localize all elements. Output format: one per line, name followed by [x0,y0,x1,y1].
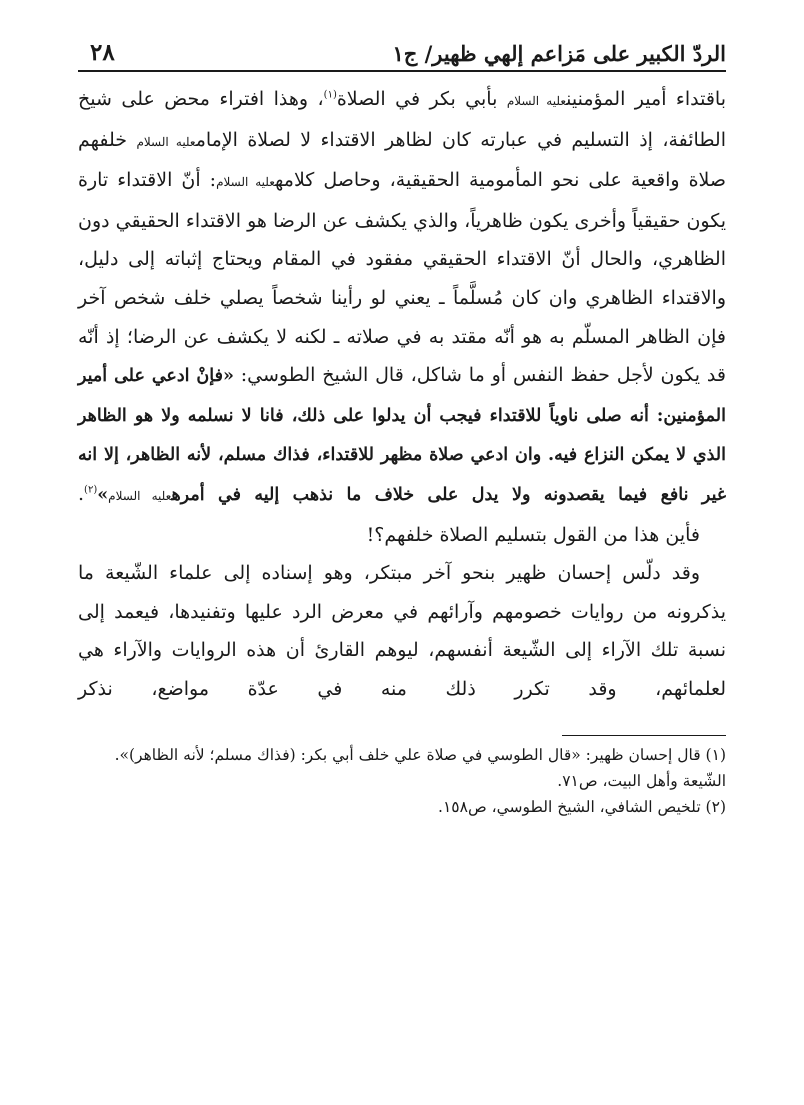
footnote-2: (٢) تلخيص الشافي، الشيخ الطوسي، ص١٥٨. [438,797,726,816]
text-run: خلفهم صلاة واقعية على نحو المأمومية الحقيقية، وحاصل كلامه [78,128,727,192]
text-run: باقتداء أمير المؤمنين [566,88,726,110]
page-number: ٢٨ [90,39,115,66]
honorific-glyph: عليه السلام [136,134,196,149]
text-run: . [78,482,85,505]
document-page [78,22,726,820]
honorific-glyph: عليه السلام [108,488,172,503]
footnote-1: (١) قال إحسان ظهير: «قال الطوسي في صلاة علي خلف أبي بكر: (فذاك مسلم؛ لأنه الظاهر)». [114,745,726,764]
footnote-1-source: الشّيعة وأهل البيت، ص٧١. [557,771,726,790]
running-title: الردّ الكبير على مَزاعم إلهي ظهير/ ج١ [392,41,726,66]
main-text [78,80,726,709]
paragraph-argument [78,80,726,516]
tusi-quote: «فإنْ ادعي على أمير المؤمنين: أنه صلى ناوياً للاقتداء فيجب أن يدلوا على ذلك، فانا لا نسلمه ولا هو الظاهر الذي لا يمكن النزاع فيه. وان ادعي صلاة مظهر للاقتداء، فذاك مسلم، لأنه الظاهر، إلا انه غير نافع فيما يقصدونه ولا يدل على خلاف ما نذهب إليه في أمره [78,366,726,505]
footnotes [78,742,726,820]
page-header [78,22,726,72]
paragraph-tadlis: وقد دلّس إحسان ظهير بنحو آخر مبتكر، وهو إسناده إلى علماء الشّيعة ما يذكرونه من روايات خصومهم وآرائهم في معرض الرد عليها وتفنيدها، فيعمد إلى نسبة تلك الآراء إلى الشّيعة أنفسهم، ليوهم القارئ أن هذه الروايات والآراء هي لعلمائهم، وقد تكرر ذلك منه في عدّة مواضع، نذكر [78,562,726,700]
quote-close: » [97,484,109,505]
footnote-ref-1: (١) [323,89,337,101]
footnote-separator [562,735,726,736]
text-run: بأبي بكر في الصلاة [336,88,507,110]
text-run: ، وهذا افتراء محض على شيخ الطائفة، إذ التسليم في عبارته كان لظاهر الاقتداء لا لصلاة الإمام [78,88,726,151]
honorific-glyph: عليه السلام [506,94,567,108]
text-run: : أنّ الاقتداء تارة يكون حقيقياً وأخرى يكون ظاهرياً، والذي يكشف عن الرضا هو الاقتداء الحقيقي دون الظاهري، والحال أنّ الاقتداء الحقيقي مفقود في المقام ويحتاج إثباته إلى دليل، والاقتداء الظاهري وان كان مُسلَّماً ـ يعني لو رأينا شخصاً يصلي خلف شخص آخر فإن الظاهر المسلّم به هو أنّه مقتد به في صلاته ـ لكنه لا يكشف عن الرضا؛ إذ أنّه قد يكون لأجل حفظ النفس أو ما شاكل، قال الشيخ الطوسي: [78,169,726,387]
honorific-glyph: عليه السلام [216,175,276,190]
paragraph-question: فأين هذا من القول بتسليم الصلاة خلفهم؟! [366,523,700,546]
footnote-ref-2: (٢) [84,484,98,496]
